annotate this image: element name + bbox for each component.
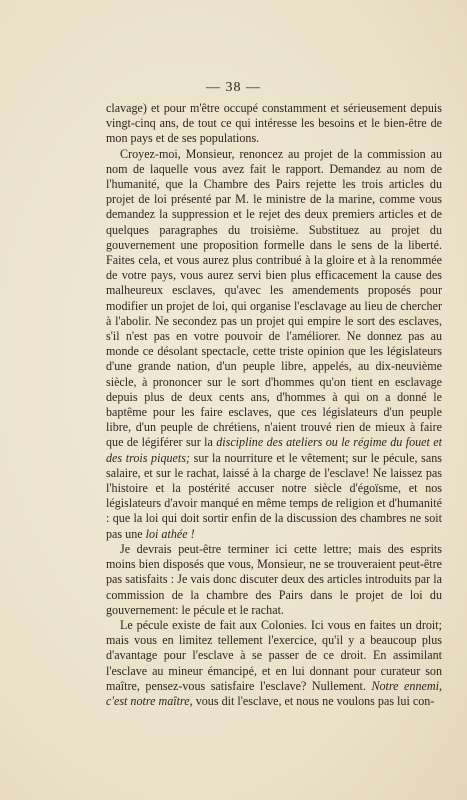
paragraph	[106, 147, 442, 542]
text-run: sur la nourriture et le vêtement; sur le pécule, sans salaire, et sur le rachat, laissé à la charge de l'esclave! Ne laissez pas l'histoire et la postérité accuser notre siècle d'égoïsme, et nos législateurs d'avoir manqué en même temps de religion et d'humanité : que la loi qui doit sortir enfin de la discussion des chambres ne soit pas une	[106, 450, 442, 541]
text-run: vous dit l'esclave, et nous ne voulons pas lui con-	[192, 693, 435, 708]
text-run: Le pécule existe de fait aux Colonies. Ici vous en faites un droit; mais vous en limitez tellement l'exercice, qu'il y a beaucoup plus d'avantage pour l'esclave à se passer de ce droit. En assimilant l'esclave au mineur émancipé, et en lui donnant pour curateur son maître, pensez-vous satisfaire l'esclave? Nullement.	[106, 617, 442, 693]
italic-text: loi athée !	[145, 526, 195, 541]
paragraph	[106, 618, 442, 709]
text-run: clavage) et pour m'être occupé constamment et sérieusement depuis vingt-cinq ans, de tout ce qui intéresse les besoins et le bien-être de mon pays et de ses populations.	[106, 101, 442, 146]
text-run: Je devrais peut-être terminer ici cette lettre; mais des esprits moins bien disposés que vous, Monsieur, ne se trouveraient peut-être pas satisfaits : Je vais donc discuter deux des articles introduits par la commission de la chambre des Pairs dans le projet de loi du gouvernement: le pécule et le rachat.	[106, 541, 442, 617]
page-number: — 38 —	[206, 80, 261, 95]
text-run: Croyez-moi, Monsieur, renoncez au projet de la commission au nom de laquelle vous avez fait le rapport. Demandez au nom de l'humanité, que la Chambre des Pairs rejette les trois articles du projet de loi présenté par M. le ministre de la marine, comme vous demandez la suppression et le rejet des deux premiers articles et de quelques paragraphes du troisième. Substituez au projet du gouvernement une proposition formelle dans le sens de la liberté. Faites cela, et vous aurez plus contribué à la gloire et à la renommée de votre pays, vous aurez servi bien plus efficacement la cause des malheureux esclaves, qu'avec les amendements proposés pour modifier un projet de loi, qui organise l'esclavage au lieu de chercher à l'abolir. Ne secondez pas un projet qui empire le sort des esclaves, s'il n'est pas en votre pouvoir de l'améliorer. Ne donnez pas au monde ce désolant spectacle, cette triste opinion que les législateurs d'une grande nation, d'un peuple libre, appelés, au dix-neuvième siècle, à prononcer sur le sort d'hommes qu'on tient en esclavage depuis plus de deux cents ans, d'hommes à qui on a donné le baptême pour les faire esclaves, que ces législateurs d'un peuple libre, d'un peuple de chrétiens, n'aient trouvé rien de mieux à faire que de légiférer sur la	[106, 146, 442, 450]
paragraph	[106, 101, 442, 147]
paragraph	[106, 542, 442, 618]
italic-text: discipline des ateliers ou le régime du fouet et des trois piquets;	[106, 435, 442, 465]
body-text	[106, 101, 442, 709]
italic-text: Notre ennemi, c'est notre maître,	[106, 678, 442, 708]
